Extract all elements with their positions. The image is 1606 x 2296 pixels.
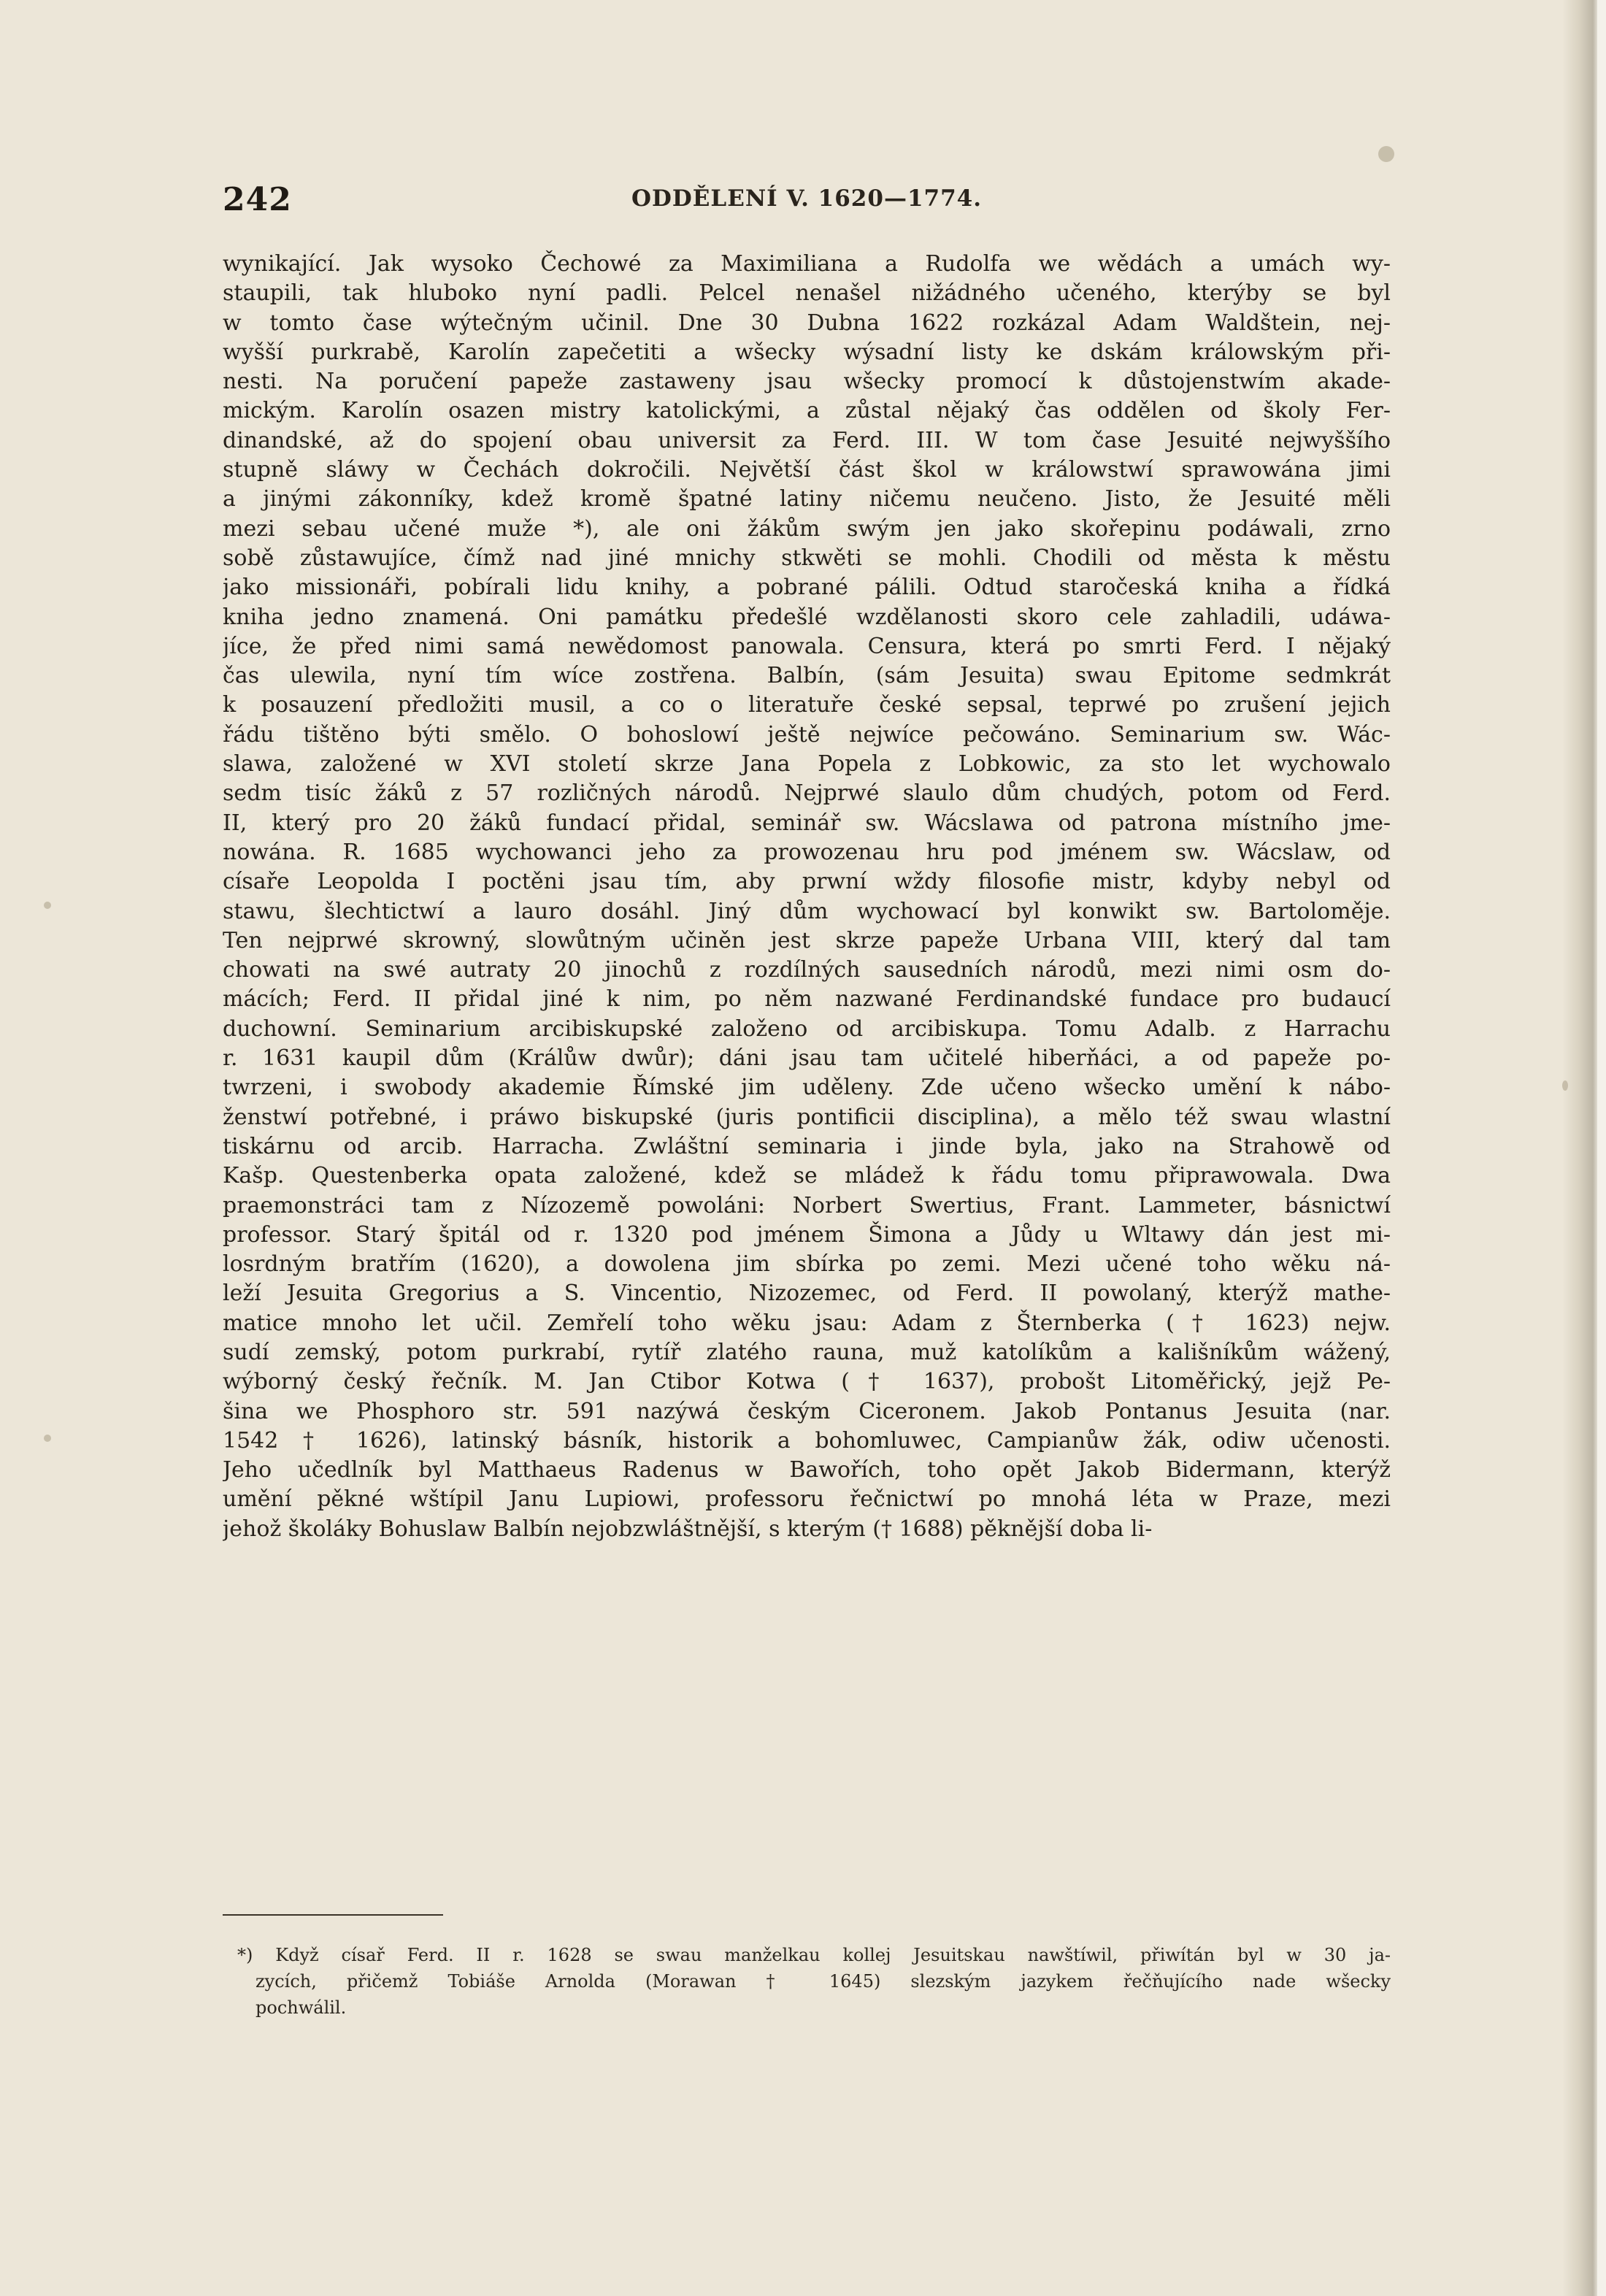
- body-line: wynikající. Jak wysoko Čechowé za Maximiliana a Rudolfa we wědách a umách wy-: [223, 251, 1391, 277]
- body-line: professor. Starý špitál od r. 1320 pod jménem Šimona a Jůdy u Wltawy dán jest mi-: [223, 1221, 1391, 1248]
- body-line: duchowní. Seminarium arcibiskupské založeno od arcibiskupa. Tomu Adalb. z Harrachu: [223, 1015, 1391, 1042]
- body-line: kniha jedno znamená. Oni památku předešlé wzdělanosti skoro cele zahladili, udáwa-: [223, 604, 1391, 630]
- page-number: 242: [223, 181, 292, 218]
- body-line: sobě zůstawujíce, čímž nad jiné mnichy stkwěti se mohli. Chodili od města k městu: [223, 545, 1391, 571]
- body-line: a jinými zákonníky, kdež kromě špatné latiny ničemu neučeno. Jisto, že Jesuité měli: [223, 486, 1391, 512]
- footnote-divider: [223, 1914, 443, 1916]
- body-line: 1542 † 1626), latinský básník, historik a bohomluwec, Campianůw žák, odiw učenosti.: [223, 1427, 1391, 1454]
- ink-spot: [1562, 1080, 1568, 1091]
- body-line: ženstwí potřebné, i práwo biskupské (juris pontificii disciplina), a mělo též swau wlastní: [223, 1104, 1391, 1130]
- body-line: w tomto čase wýtečným učinil. Dne 30 Dubna 1622 rozkázal Adam Waldštein, nej-: [223, 310, 1391, 336]
- footnote-line: zycích, přičemž Tobiáše Arnolda (Morawan † 1645) slezským jazykem řečňujícího nade wšecky: [256, 1971, 1391, 1992]
- ink-spot: [1378, 146, 1394, 162]
- body-line: jíce, že před nimi samá newědomost panowala. Censura, která po smrti Ferd. I nějaký: [223, 633, 1391, 659]
- body-line: mácích; Ferd. II přidal jiné k nim, po něm nazwané Ferdinandské fundace pro budaucí: [223, 986, 1391, 1013]
- body-line: r. 1631 kaupil dům (Králůw dwůr); dáni jsau tam učitelé hiberňáci, a od papeže po-: [223, 1045, 1391, 1072]
- body-line: Ten nejprwé skrowný, slowůtným učiněn jest skrze papeže Urbana VIII, který dal tam: [223, 927, 1391, 953]
- page-edge: [1597, 0, 1606, 2296]
- body-line: šina we Phosphoro str. 591 nazýwá českým Ciceronem. Jakob Pontanus Jesuita (nar.: [223, 1398, 1391, 1424]
- body-line: tiskárnu od arcib. Harracha. Zwláštní seminaria i jinde byla, jako na Strahowě od: [223, 1133, 1391, 1159]
- body-line: II, který pro 20 žáků fundací přidal, seminář sw. Wácslawa od patrona místního jme-: [223, 810, 1391, 836]
- body-line: jehož školáky Bohuslaw Balbín nejobzwláštnější, s kterým († 1688) pěknější doba li-: [223, 1516, 1153, 1542]
- body-text: [223, 250, 1391, 1544]
- body-line: mickým. Karolín osazen mistry katolickými, a zůstal nějaký čas oddělen od školy Fer-: [223, 398, 1391, 424]
- body-line: sudí zemský, potom purkrabí, rytíř zlatého rauna, muž katolíkům a kališníkům wážený,: [223, 1339, 1391, 1365]
- body-line: stawu, šlechtictwí a lauro dosáhl. Jiný dům wychowací byl konwikt sw. Bartoloměje.: [223, 898, 1391, 924]
- body-line: wyšší purkrabě, Karolín zapečetiti a wšecky wýsadní listy ke dskám králowským při-: [223, 339, 1391, 365]
- body-line: losrdným bratřím (1620), a dowolena jim sbírka po zemi. Mezi učené toho wěku ná-: [223, 1251, 1391, 1278]
- body-line: twrzeni, i swobody akademie Římské jim uděleny. Zde učeno wšecko umění k nábo-: [223, 1075, 1391, 1101]
- body-line: mezi sebau učené muže *), ale oni žákům swým jen jako skořepinu podáwali, zrno: [223, 515, 1391, 542]
- running-head: ODDĚLENÍ V. 1620—1774.: [631, 185, 983, 212]
- body-line: stupně sláwy w Čechách dokročili. Největší část škol w králowstwí sprawowána jimi: [223, 457, 1391, 483]
- body-line: praemonstráci tam z Nízozemě powoláni: Norbert Swertius, Frant. Lammeter, básnictwí: [223, 1192, 1391, 1218]
- footnote-line: pochwálil.: [256, 1997, 347, 2018]
- body-line: slawa, založené w XVI století skrze Jana Popela z Lobkowic, za sto let wychowalo: [223, 751, 1391, 778]
- body-line: chowati na swé autraty 20 jinochů z rozdílných sausedních národů, mezi nimi osm do-: [223, 957, 1391, 983]
- ink-spot: [44, 902, 51, 909]
- body-line: leží Jesuita Gregorius a S. Vincentio, Nizozemec, od Ferd. II powolaný, kterýž mathe-: [223, 1281, 1391, 1307]
- body-line: Jeho učedlník byl Matthaeus Radenus w Bawořích, toho opět Jakob Bidermann, kterýž: [223, 1457, 1391, 1483]
- body-line: řádu tištěno býti smělo. O bohoslowí ještě nejwíce pečowáno. Seminarium sw. Wác-: [223, 721, 1391, 748]
- footnote-line: *) Když císař Ferd. II r. 1628 se swau manželkau kollej Jesuitskau nawštíwil, přiwítán byl w 30 ja-: [237, 1945, 1391, 1965]
- footnotes: [237, 1942, 1391, 2021]
- page-header: [223, 181, 1391, 225]
- body-line: sedm tisíc žáků z 57 rozličných národů. Nejprwé slaulo dům chudých, potom od Ferd.: [223, 780, 1391, 807]
- body-line: čas ulewila, nyní tím wíce zostřena. Balbín, (sám Jesuita) swau Epitome sedmkrát: [223, 663, 1391, 689]
- body-line: jako missionáři, pobírali lidu knihy, a pobrané pálili. Odtud staročeská kniha a řídká: [223, 575, 1391, 601]
- body-line: nesti. Na poručení papeže zastaweny jsau wšecky promocí k důstojenstwím akade-: [223, 369, 1391, 395]
- body-line: wýborný český řečník. M. Jan Ctibor Kotwa († 1637), probošt Litoměřický, jejž Pe-: [223, 1369, 1391, 1395]
- body-line: nowána. R. 1685 wychowanci jeho za prowozenau hru pod jménem sw. Wácslaw, od: [223, 839, 1391, 865]
- body-line: k posauzení předložiti musil, a co o literatuře české sepsal, teprwé po zrušení jejich: [223, 692, 1391, 718]
- body-line: císaře Leopolda I poctěni jsau tím, aby prwní wždy filosofie mistr, kdyby nebyl od: [223, 869, 1391, 895]
- body-line: dinandské, až do spojení obau universit za Ferd. III. W tom čase Jesuité nejwyššího: [223, 427, 1391, 453]
- body-line: staupili, tak hluboko nyní padli. Pelcel nenašel nižádného učeného, kterýby se byl: [223, 280, 1391, 307]
- body-line: Kašp. Questenberka opata založené, kdež se mládež k řádu tomu připrawowala. Dwa: [223, 1163, 1391, 1189]
- body-line: umění pěkné wštípil Janu Lupiowi, professoru řečnictwí po mnohá léta w Praze, mezi: [223, 1486, 1391, 1513]
- ink-spot: [44, 1435, 51, 1442]
- body-line: matice mnoho let učil. Zemřelí toho wěku jsau: Adam z Šternberka († 1623) nejw.: [223, 1310, 1391, 1336]
